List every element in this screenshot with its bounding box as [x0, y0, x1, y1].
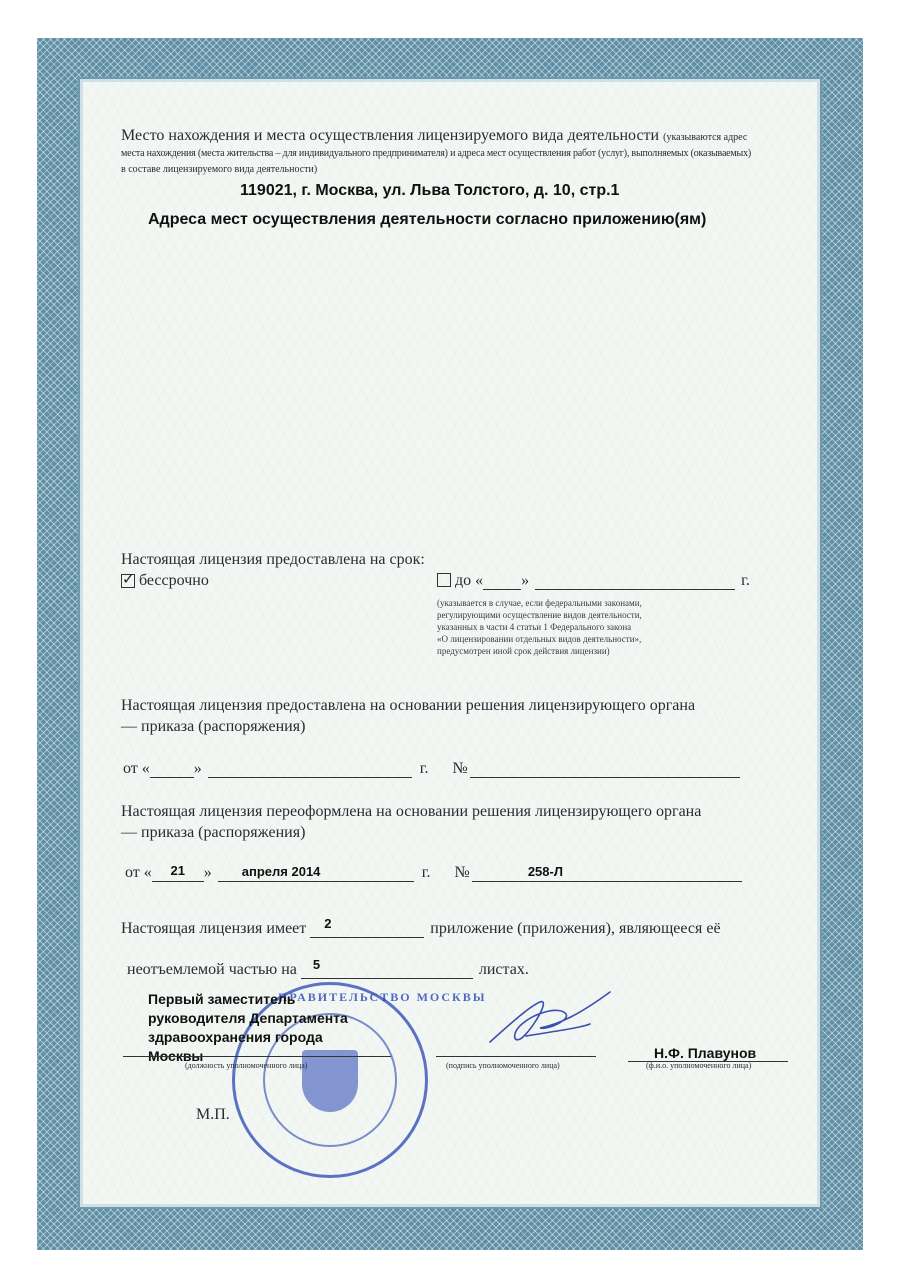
signature-caption: (подпись уполномоченного лица) — [446, 1061, 560, 1070]
indefinite-label: бессрочно — [139, 572, 209, 589]
reissue-month-year: апреля 2014 — [218, 865, 414, 882]
stamp-text: ПРАВИТЕЛЬСТВО МОСКВЫ — [278, 990, 487, 1004]
appendix-count: 2 — [310, 920, 424, 938]
term-note-line: указанных в части 4 статьи 1 Федерального закона — [437, 622, 632, 632]
position-line: Первый заместитель — [148, 991, 296, 1007]
reissue-number: 258-Л — [472, 865, 742, 882]
location-note-1: (указываются адрес — [663, 132, 748, 143]
term-title: Настоящая лицензия предоставлена на срок: — [121, 551, 425, 568]
position-line: здравоохранения города — [148, 1029, 323, 1045]
until-date-line — [535, 573, 735, 590]
reissue-number-label: № — [454, 864, 470, 881]
term-note — [437, 597, 677, 657]
until-quote-close: » — [521, 572, 530, 589]
position-line: руководителя Департамента — [148, 1010, 348, 1026]
decision-quote-close: » — [193, 760, 202, 777]
appendix-row — [121, 916, 721, 938]
reissue-line-2: — приказа (распоряжения) — [121, 824, 306, 841]
position-block — [148, 990, 348, 1066]
decision-number-label: № — [452, 760, 468, 777]
reissue-date-row — [125, 864, 742, 882]
decision-number-line — [470, 761, 740, 778]
term-note-line: «О лицензировании отдельных видов деятельности», — [437, 634, 642, 644]
decision-date-row — [123, 760, 740, 778]
reissue-line-1: Настоящая лицензия переоформлена на основании решения лицензирующего органа — [121, 803, 702, 820]
position-caption: (должность уполномоченного лица) — [185, 1061, 308, 1070]
reissue-from-label: от « — [125, 864, 152, 881]
term-note-line: предусмотрен иной срок действия лицензии) — [437, 646, 610, 656]
decision-line-2: — приказа (распоряжения) — [121, 718, 306, 735]
term-until — [437, 572, 750, 590]
decision-line-1: Настоящая лицензия предоставлена на основании решения лицензирующего органа — [121, 697, 696, 714]
reissue-quote-close: » — [203, 864, 212, 881]
addresses-note: Адреса мест осуществления деятельности согласно приложению(ям) — [148, 211, 707, 228]
signature-line-rule — [436, 1056, 596, 1057]
seal-label: М.П. — [196, 1106, 230, 1123]
location-title-line — [121, 127, 811, 145]
signatory-name: Н.Ф. Плавунов — [654, 1045, 757, 1061]
decision-day-line — [150, 761, 194, 778]
position-line-rule — [123, 1056, 391, 1057]
sheets-count: 5 — [301, 962, 473, 979]
until-prefix: до « — [455, 572, 484, 589]
handwritten-signature — [470, 984, 620, 1064]
check-mark-icon: ✓ — [122, 572, 135, 588]
term-indefinite — [121, 572, 209, 590]
appendix-prefix: Настоящая лицензия имеет — [121, 920, 307, 937]
indefinite-checkbox — [121, 574, 135, 588]
decision-from-label: от « — [123, 760, 150, 777]
decision-date-line — [208, 761, 412, 778]
until-checkbox — [437, 573, 451, 587]
until-suffix: г. — [741, 572, 750, 589]
sheets-suffix: листах. — [478, 961, 529, 978]
reissue-day: 21 — [152, 864, 204, 882]
position-line: Москвы — [148, 1048, 204, 1064]
appendix-suffix: приложение (приложения), являющееся её — [430, 920, 721, 937]
reissue-year-suffix: г. — [421, 864, 431, 881]
location-title: Место нахождения и места осуществления лицензируемого вида деятельности — [121, 127, 660, 144]
term-note-line: регулирующими осуществление видов деятельности, — [437, 610, 642, 620]
sheets-prefix: неотъемлемой частью на — [127, 961, 297, 978]
decision-year-suffix: г. — [419, 760, 429, 777]
location-note-3: в составе лицензируемого вида деятельности) — [121, 164, 318, 175]
term-note-line: (указывается в случае, если федеральными законами, — [437, 598, 642, 608]
license-address: 119021, г. Москва, ул. Льва Толстого, д. 10, стр.1 — [240, 182, 620, 199]
location-note-2: места нахождения (места жительства – для индивидуального предпринимателя) и адреса мест осуществления работ (услуг), выполняемых (оказываемых) — [121, 148, 751, 159]
until-day-line — [483, 573, 521, 590]
sheets-row — [127, 957, 529, 979]
name-caption: (ф.и.о. уполномоченного лица) — [646, 1061, 752, 1070]
